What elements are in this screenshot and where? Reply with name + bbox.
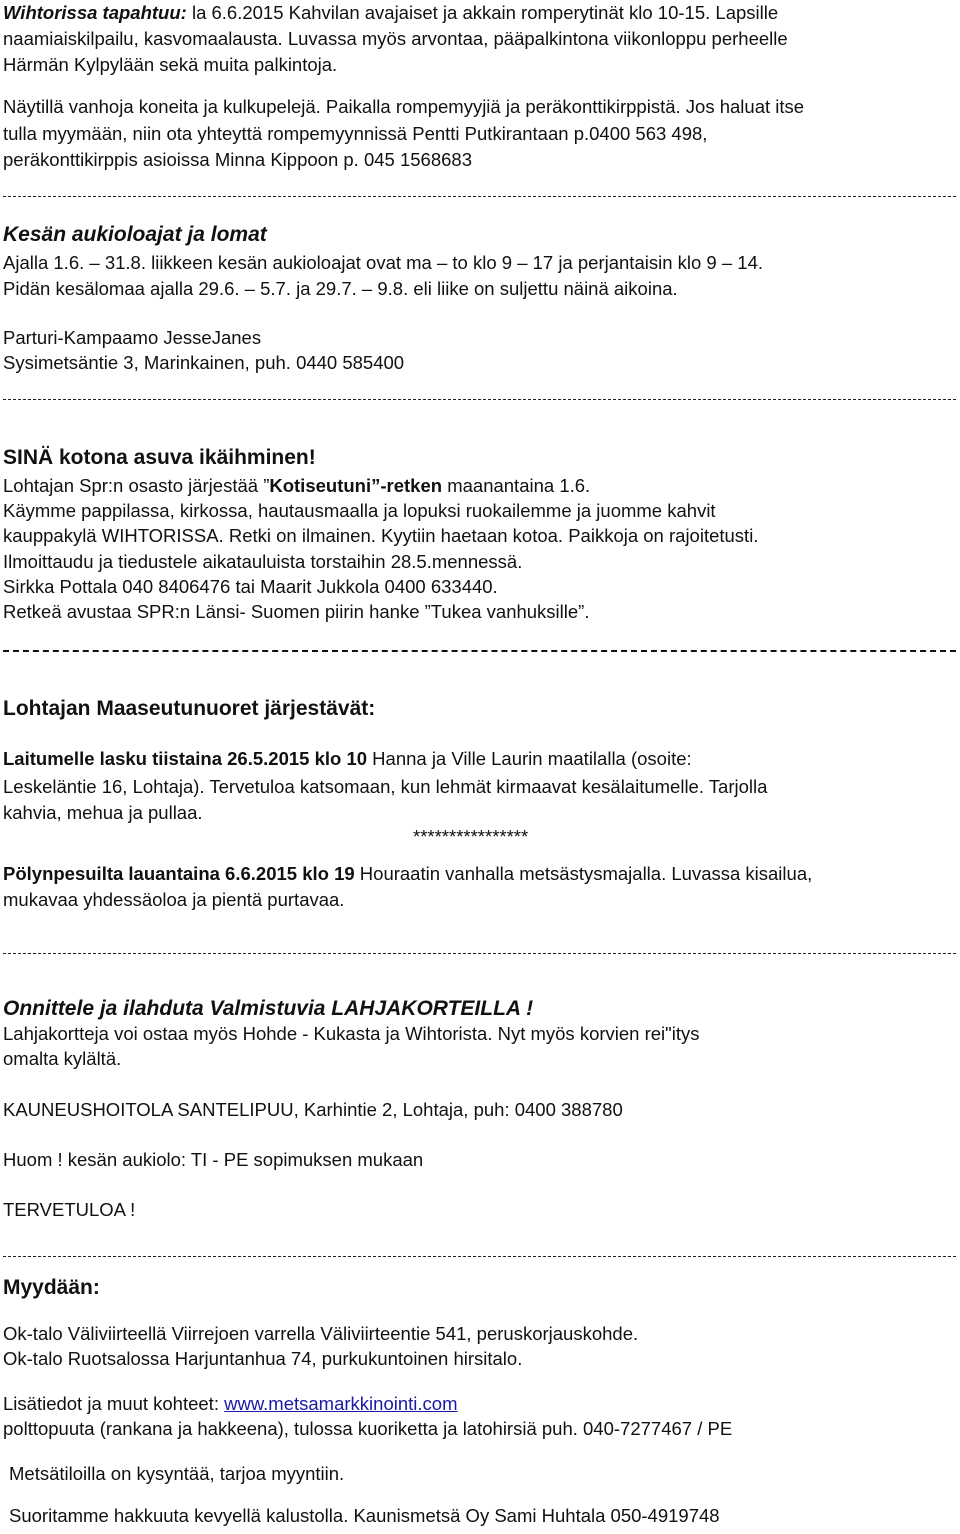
sina-line-1 [3,477,590,496]
website-link[interactable]: www.metsamarkkinointi.com [224,1393,458,1414]
sina-text-1b: Kotiseutuni [269,475,372,496]
separator [3,650,956,656]
lahja-line-2: omalta kylältä. [3,1048,122,1069]
kesa-line-2: Pidän kesälomaa ajalla 29.6. – 5.7. ja 29.7. – 9.8. eli liike on suljettu näinä aikoina. [3,278,678,299]
wihto-line-1 [3,4,778,23]
kesa-line-1: Ajalla 1.6. – 31.8. liikkeen kesän aukioloajat ovat ma – to klo 9 – 17 ja perjantaisin klo 9 – 14. [3,252,763,273]
sina-line-4: Ilmoittaudu ja tiedustele aikatauluista torstaihin 28.5.mennessä. [3,551,523,572]
separator [3,1256,956,1261]
lahja-line-5: TERVETULOA ! [3,1199,136,1220]
maaseutu-event-1-title: Laitumelle lasku tiistaina 26.5.2015 klo 10 [3,748,368,769]
separator [3,399,956,404]
lahja-heading: Onnittele ja ilahduta Valmistuvia LAHJAKORTEILLA ! [3,997,534,1020]
myydaan-info-label: Lisätiedot ja muut kohteet: [3,1393,225,1414]
maaseutu-event-1-line-2: Leskeläntie 16, Lohtaja). Tervetuloa katsomaan, kun lehmät kirmaavat kesälaitumelle. Tarjolla [3,776,768,797]
sina-text-1a: Lohtajan Spr:n osasto järjestää ” [3,475,270,496]
wihto-line-3: Härmän Kylpylään sekä muita palkintoja. [3,54,338,75]
wihto-line-4: Näytillä vanhoja koneita ja kulkupelejä. Paikalla rompemyyjiä ja peräkonttikirppistä. Jos haluat itse [3,96,805,117]
wihto-label: Wihtorissa tapahtuu: [3,2,187,23]
lahja-line-1: Lahjakortteja voi ostaa myös Hohde - Kukasta ja Wihtorista. Nyt myös korvien rei"itys [3,1023,700,1044]
sina-text-1d: maanantaina 1.6. [442,475,591,496]
sina-line-5: Sirkka Pottala 040 8406476 tai Maarit Jukkola 0400 633440. [3,576,498,597]
maaseutu-event-1-text: Hanna ja Ville Laurin maatilalla (osoite: [367,748,692,769]
maaseutu-stars: **************** [413,826,529,847]
myydaan-line-5: Metsätiloilla on kysyntää, tarjoa myyntiin. [9,1463,345,1484]
lahja-line-4: Huom ! kesän aukiolo: TI - PE sopimuksen mukaan [3,1149,424,1170]
separator [3,953,956,958]
sina-line-6: Retkeä avustaa SPR:n Länsi- Suomen piirin hanke ”Tukea vanhuksille”. [3,601,590,622]
wihto-text-1: la 6.6.2015 Kahvilan avajaiset ja akkain romperytinät klo 10-15. Lapsille [186,2,779,23]
sina-line-3: kauppakylä WIHTORISSA. Retki on ilmainen. Kyytiin haetaan kotoa. Paikkoja on rajoitetusti. [3,525,759,546]
wihto-line-5: tulla myymään, niin ota yhteyttä rompemyynnissä Pentti Putkirantaan p.0400 563 498, [3,123,708,144]
myydaan-line-2: Ok-talo Ruotsalossa Harjuntanhua 74, purkukuntoinen hirsitalo. [3,1348,523,1369]
myydaan-line-4: polttopuuta (rankana ja hakkeena), tulossa kuoriketta ja latohirsiä puh. 040-7277467 / PE [3,1418,733,1439]
maaseutu-event-1-line-3: kahvia, mehua ja pullaa. [3,802,203,823]
sina-line-2: Käymme pappilassa, kirkossa, hautausmaalla ja lopuksi ruokailemme ja juomme kahvit [3,500,716,521]
separator [3,196,956,201]
kesa-heading: Kesän aukioloajat ja lomat [3,223,267,246]
wihto-line-6: peräkonttikirppis asioissa Minna Kippoon p. 045 1568683 [3,149,472,170]
maaseutu-event-2-text: Houraatin vanhalla metsästysmajalla. Luvassa kisailua, [354,863,813,884]
sina-heading: SINÄ kotona asuva ikäihminen! [3,446,316,469]
sina-text-1c: ”-retken [371,475,443,496]
myydaan-line-3 [3,1395,457,1414]
lahja-line-3: KAUNEUSHOITOLA SANTELIPUU, Karhintie 2, Lohtaja, puh: 0400 388780 [3,1099,623,1120]
maaseutu-event-2-line-2: mukavaa yhdessäoloa ja pientä purtavaa. [3,889,345,910]
myydaan-heading: Myydään: [3,1276,100,1299]
maaseutu-event-2-title: Pölynpesuilta lauantaina 6.6.2015 klo 19 [3,863,355,884]
kesa-line-3: Parturi-Kampaamo JesseJanes [3,327,262,348]
maaseutu-event-1-line-1 [3,750,692,769]
myydaan-line-6: Suoritamme hakkuuta kevyellä kalustolla. Kaunismetsä Oy Sami Huhtala 050-4919748 [9,1505,720,1526]
maaseutu-event-2-line-1 [3,865,812,884]
maaseutu-heading: Lohtajan Maaseutunuoret järjestävät: [3,697,376,720]
myydaan-line-1: Ok-talo Väliviirteellä Viirrejoen varrella Väliviirteentie 541, peruskorjauskohde. [3,1323,639,1344]
kesa-line-4: Sysimetsäntie 3, Marinkainen, puh. 0440 585400 [3,352,405,373]
wihto-line-2: naamiaiskilpailu, kasvomaalausta. Luvassa myös arvontaa, pääpalkintona viikonloppu perheelle [3,28,788,49]
